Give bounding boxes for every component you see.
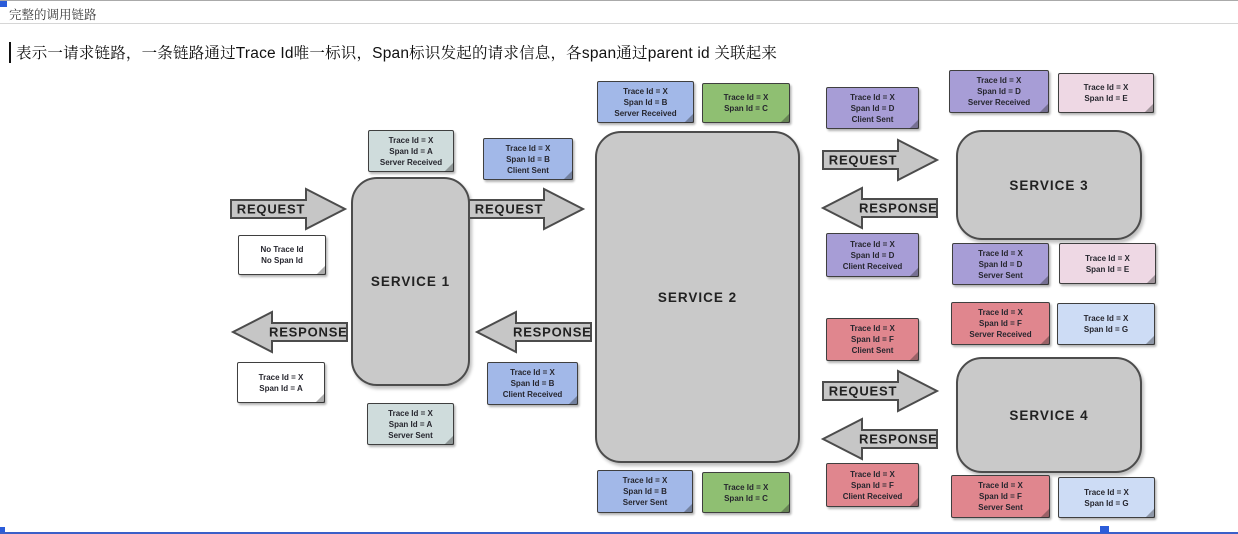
note-s1-response (237, 362, 325, 403)
description-text: 表示一请求链路，一条链路通过Trace Id唯一标识，Span标识发起的请求信息，各span通过parent id 关联起来 (16, 45, 778, 62)
note-line: Trace Id = X (622, 476, 668, 485)
note-line: Span Id = E (1085, 264, 1130, 274)
note-line: Trace Id = X (388, 408, 433, 418)
note-line: Client Received (842, 491, 903, 501)
note-line: Trace Id = X (510, 368, 555, 377)
arrow-label: RESPONSE (269, 324, 348, 340)
note-line: Trace Id = X (258, 372, 304, 382)
note-line: Client Sent (851, 114, 894, 124)
note-line: Trace Id = X (850, 92, 895, 102)
note-line: Span Id = A (388, 419, 433, 429)
note-s23-client-received (826, 233, 919, 277)
page-title: 完整的调用链路 (9, 8, 97, 22)
arrow-label: RESPONSE (859, 431, 938, 447)
note-line: Trace Id = X (1084, 487, 1129, 497)
note-s4-span-g-top (1057, 303, 1155, 345)
request-arrow-s2-s4 (822, 368, 940, 414)
note-line: No Span Id (261, 256, 303, 265)
note-line: Span Id = F (851, 480, 894, 490)
note-line: Trace Id = X (1083, 83, 1129, 92)
note-s1-server-sent (367, 403, 454, 445)
note-line: Trace Id = X (976, 76, 1022, 85)
request-arrow-into-s1 (230, 186, 348, 232)
note-line: Span Id = A (389, 146, 433, 156)
note-no-trace (238, 235, 326, 275)
note-s4-server-received (951, 302, 1050, 345)
note-s2-server-sent (597, 470, 693, 513)
note-s23-client-sent (826, 87, 919, 129)
service-4-label: SERVICE 4 (1009, 407, 1089, 423)
note-line: Trace Id = X (850, 469, 895, 479)
note-line: Client Received (502, 390, 563, 399)
response-arrow-out-s1 (230, 309, 348, 355)
note-line: No Trace Id (260, 245, 304, 254)
note-line: Trace Id = X (505, 143, 551, 153)
note-line: Trace Id = X (850, 324, 895, 333)
note-s2-span-c-top (702, 83, 790, 123)
arrow-label: REQUEST (236, 201, 306, 217)
note-s3-span-e-top (1058, 73, 1154, 113)
note-s12-client-sent (483, 138, 573, 180)
note-line: Trace Id = X (978, 248, 1023, 258)
note-line: Span Id = D (977, 87, 1021, 96)
note-line: Server Sent (622, 498, 668, 507)
corner-marker-bottom (0, 527, 5, 532)
note-line: Span Id = C (724, 493, 768, 503)
note-s12-client-received (487, 362, 578, 405)
request-arrow-s2-s3 (822, 137, 940, 183)
arrow-label: RESPONSE (859, 200, 938, 216)
note-line: Span Id = D (850, 250, 895, 260)
service-2-label: SERVICE 2 (657, 289, 738, 305)
note-line: Trace Id = X (623, 86, 668, 96)
arrow-label: RESPONSE (513, 324, 592, 340)
arrow-label: REQUEST (828, 383, 898, 399)
note-line: Client Received (842, 261, 903, 271)
note-s2-server-received (597, 81, 694, 123)
note-line: Span Id = B (506, 154, 550, 164)
note-s3-server-sent (952, 243, 1049, 285)
service-3-box (956, 130, 1142, 240)
note-line: Server Sent (978, 270, 1023, 280)
service-1-box (351, 177, 470, 386)
service-3-label: SERVICE 3 (1009, 177, 1089, 193)
request-arrow-s1-s2 (468, 186, 586, 232)
note-line: Span Id = A (259, 383, 303, 393)
note-s2-span-c-bottom (702, 472, 790, 513)
arrow-label: REQUEST (828, 152, 898, 168)
note-line: Span Id = B (623, 97, 668, 107)
note-line: Server Received (379, 157, 443, 167)
note-line: Trace Id = X (388, 135, 434, 145)
corner-marker (0, 1, 7, 7)
note-line: Trace Id = X (723, 93, 769, 102)
note-line: Trace Id = X (1085, 253, 1130, 263)
note-s3-server-received (949, 70, 1049, 113)
note-s4-span-g-bottom (1058, 477, 1155, 518)
note-line: Trace Id = X (723, 482, 769, 492)
note-s3-span-e-bottom (1059, 243, 1156, 284)
note-line: Span Id = G (1084, 498, 1129, 508)
progress-marker[interactable] (1100, 526, 1109, 533)
note-line: Server Sent (978, 503, 1023, 512)
note-line: Span Id = D (978, 259, 1023, 269)
service-1-label: SERVICE 1 (370, 274, 451, 289)
note-line: Span Id = B (510, 379, 555, 388)
note-line: Server Sent (388, 430, 433, 440)
note-line: Trace Id = X (850, 239, 895, 249)
text-cursor (9, 42, 11, 63)
note-line: Trace Id = X (978, 481, 1023, 490)
arrow-label: REQUEST (474, 201, 544, 217)
note-line: Client Sent (507, 165, 549, 175)
service-2-box (595, 131, 800, 463)
note-line: Server Received (614, 108, 677, 118)
note-line: Server Received (967, 98, 1031, 107)
note-s24-client-sent (826, 318, 919, 361)
note-s4-server-sent (951, 475, 1050, 518)
note-line: Server Received (969, 330, 1032, 339)
note-line: Span Id = C (724, 104, 768, 113)
service-4-box (956, 357, 1142, 473)
note-s1-server-received (368, 130, 454, 172)
note-line: Trace Id = X (978, 308, 1023, 317)
note-line: Span Id = G (1083, 325, 1129, 334)
note-line: Span Id = D (850, 103, 895, 113)
note-s24-client-received (826, 463, 919, 507)
note-line: Span Id = F (851, 335, 894, 344)
note-line: Span Id = F (979, 319, 1022, 328)
header-divider (0, 23, 1238, 24)
note-line: Client Sent (851, 346, 894, 355)
note-line: Trace Id = X (1083, 314, 1129, 323)
response-arrow-s4-s2 (820, 416, 938, 462)
response-arrow-s3-s2 (820, 185, 938, 231)
note-line: Span Id = E (1084, 94, 1128, 103)
response-arrow-s2-s1 (474, 309, 592, 355)
note-line: Span Id = F (979, 492, 1022, 501)
note-line: Span Id = B (623, 487, 667, 496)
